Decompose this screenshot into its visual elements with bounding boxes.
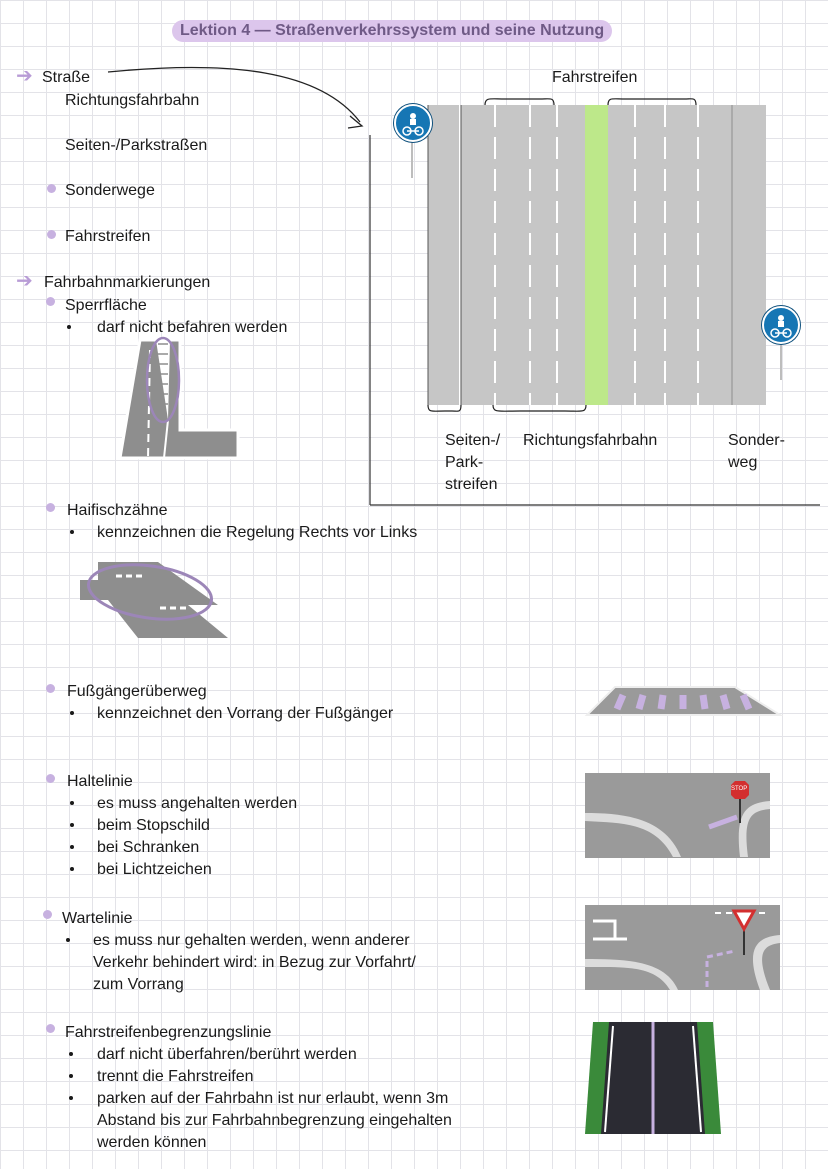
fussgaenger-title: Fußgängerüberweg	[67, 683, 207, 700]
wartelinie-title: Wartelinie	[62, 910, 133, 927]
bullet-dot	[46, 1024, 55, 1033]
bullet-dot	[46, 297, 55, 306]
fussgaenger-bullet: kennzeichnet den Vorrang der Fußgänger	[97, 705, 394, 722]
bullet-dot	[47, 230, 56, 239]
wartelinie-bullet: es muss nur gehalten werden, wenn anderer	[93, 932, 410, 949]
diagram-label-park: Park-	[445, 454, 484, 471]
item-sonderwege: Sonderwege	[65, 182, 155, 199]
sperrflaeche-bullet: darf nicht befahren werden	[97, 319, 288, 336]
item-fahrstreifen: Fahrstreifen	[65, 228, 151, 245]
section-heading-markierungen: Fahrbahnmarkierungen	[44, 274, 211, 291]
haifischzaehne-title: Haifischzähne	[67, 502, 168, 519]
diagram-label-sonder: Sonder-	[728, 432, 785, 449]
bullet-dot	[46, 774, 55, 783]
sperrflaeche-illustration	[118, 340, 243, 465]
bullet-dot	[46, 684, 55, 693]
diagram-label-weg: weg	[728, 454, 758, 471]
arrow-right-icon: ➔	[16, 65, 33, 87]
haltelinie-bullet: bei Schranken	[97, 839, 200, 856]
pedestrian-bicycle-sign-icon	[762, 306, 800, 344]
bullet-dot	[46, 503, 55, 512]
haltelinie-title: Haltelinie	[67, 773, 133, 790]
wartelinie-illustration	[585, 905, 780, 990]
pedestrian-bicycle-sign-icon	[394, 104, 432, 142]
haltelinie-bullet: es muss angehalten werden	[97, 795, 298, 812]
begrenzung-bullet-cont: Abstand bis zur Fahrbahnbegrenzung eingehalten	[97, 1112, 452, 1129]
begrenzung-illustration	[583, 1022, 723, 1134]
haltelinie-bullet: beim Stopschild	[97, 817, 210, 834]
section-heading-strasse: Straße	[42, 69, 91, 86]
haifischzaehne-bullet: kennzeichnen die Regelung Rechts vor Links	[97, 524, 418, 541]
arrow-right-icon: ➔	[16, 270, 33, 292]
begrenzung-bullet: darf nicht überfahren/berührt werden	[97, 1046, 357, 1063]
diagram-label-richtungsfahrbahn: Richtungsfahrbahn	[523, 432, 658, 449]
begrenzung-bullet-cont: werden können	[97, 1134, 207, 1151]
diagram-label-streifen: streifen	[445, 476, 498, 493]
begrenzung-title: Fahrstreifenbegrenzungslinie	[65, 1024, 272, 1041]
stop-sign-text: STOP	[731, 786, 748, 792]
item-richtungsfahrbahn: Richtungsfahrbahn	[65, 92, 200, 109]
bullet-dot	[43, 910, 52, 919]
diagram-label-seiten: Seiten-/	[445, 432, 501, 449]
haltelinie-bullet: bei Lichtzeichen	[97, 861, 212, 878]
begrenzung-bullet: parken auf der Fahrbahn ist nur erlaubt, wenn 3m	[97, 1090, 449, 1107]
diagram-label-fahrstreifen: Fahrstreifen	[552, 69, 638, 86]
begrenzung-bullet: trennt die Fahrstreifen	[97, 1068, 254, 1085]
crosswalk-illustration	[585, 685, 785, 720]
item-seiten-parkstrassen: Seiten-/Parkstraßen	[65, 137, 208, 154]
page-title: Lektion 4 — Straßenverkehrssystem und seine Nutzung	[172, 20, 612, 42]
haifischzaehne-illustration	[78, 560, 233, 640]
wartelinie-bullet-cont: Verkehr behindert wird: in Bezug zur Vorfahrt/	[93, 954, 416, 971]
sperrflaeche-title: Sperrfläche	[65, 297, 147, 314]
wartelinie-bullet-cont: zum Vorrang	[93, 976, 184, 993]
